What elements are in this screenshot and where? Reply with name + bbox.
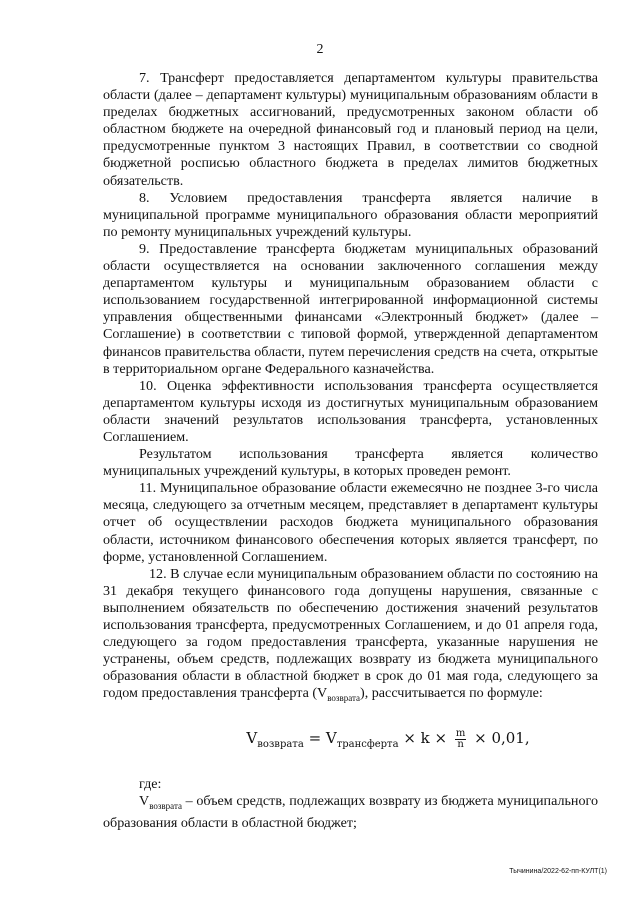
fraction-denominator: n <box>457 738 464 750</box>
definition-v-return <box>103 793 598 832</box>
document-footer-code: Тычинина/2022-62-пп-КУЛТ(1) <box>509 868 607 875</box>
formula-mid: × k × <box>398 729 452 748</box>
paragraph-7: 7. Трансферт предоставляется департаментом культуры правительства области (далее – департамент культуры) муниципальным образованиям области в пределах бюджетных ассигнований, предусмотренных законом области об областном бюджете на очередной финансовый год и плановый период на цели, предусмотренные пунктом 3 настоящих Правил, в соответствии со сводной бюджетной росписью областного бюджета в пределах лимитов бюджетных обязательств. <box>103 70 598 189</box>
definition-v-sub: возврата <box>149 801 182 812</box>
paragraph-12-subscript: возврата <box>327 693 361 704</box>
where-label: где: <box>139 776 162 793</box>
formula-eq: = V <box>303 729 337 748</box>
paragraph-11: 11. Муниципальное образование области ежемесячно не позднее 3-го числа месяца, следующего за отчетным месяцем, представляет в департамент культуры отчет об осуществлении расходов бюджета муниципального образования области, источником финансового обеспечения которых является трансферт, по форме, установленной Соглашением. <box>103 480 598 565</box>
paragraph-8: 8. Условием предоставления трансферта является наличие в муниципальной программе муниципального образования области мероприятий по ремонту муниципальных учреждений культуры. <box>103 189 598 240</box>
formula-t-sub: трансферта <box>336 739 399 751</box>
formula-tail: × 0,01, <box>469 729 530 748</box>
paragraph-12-end: ), рассчитывается по формуле: <box>360 685 543 702</box>
formula-v: V <box>246 729 258 748</box>
paragraph-9: 9. Предоставление трансферта бюджетам муниципальных образований области осуществляется на основании заключенного соглашения между департаментом культуры и муниципальным образованием области с использованием государственной интегрированной информационной системы управления общественными финансами «Электронный бюджет» (далее – Соглашение) в соответствии с типовой формой, утвержденной департаментом финансов правительства области, путем перечисления средств на счета, открытые в территориальном органе Федерального казначейства. <box>103 240 598 377</box>
document-body <box>103 70 598 832</box>
definition-v: V <box>139 793 150 810</box>
page-number: 2 <box>316 42 324 57</box>
paragraph-10-result: Результатом использования трансферта является количество муниципальных учреждений культуры, в которых проведен ремонт. <box>103 446 598 480</box>
paragraph-12 <box>103 566 598 708</box>
fraction-numerator: m <box>455 727 466 739</box>
formula-fraction <box>455 729 466 750</box>
definition-text: – объем средств, подлежащих возврату из бюджета муниципального образования области в областной бюджет; <box>103 793 598 832</box>
paragraph-10: 10. Оценка эффективности использования трансферта осуществляется департаментом культуры исходя из достигнутых муниципальным образованием области значений результатов использования трансферта, установленных Соглашением. <box>103 377 598 445</box>
formula <box>103 727 598 756</box>
formula-v-sub: возврата <box>257 739 304 751</box>
paragraph-12-text: 12. В случае если муниципальным образованием области по состоянию на 31 декабря текущего финансового года допущены нарушения, связанные с выполнением обязательств по обеспечению достижения значений результатов использования трансферта, предусмотренных Соглашением, и до 01 апреля года, следующего за годом предоставления трансферта, указанные нарушения не устранены, объем средств, подлежащих возврату из бюджета муниципального образования области в областной бюджет в срок до 01 мая года, следующего за годом предоставления трансферта (V <box>103 565 598 702</box>
